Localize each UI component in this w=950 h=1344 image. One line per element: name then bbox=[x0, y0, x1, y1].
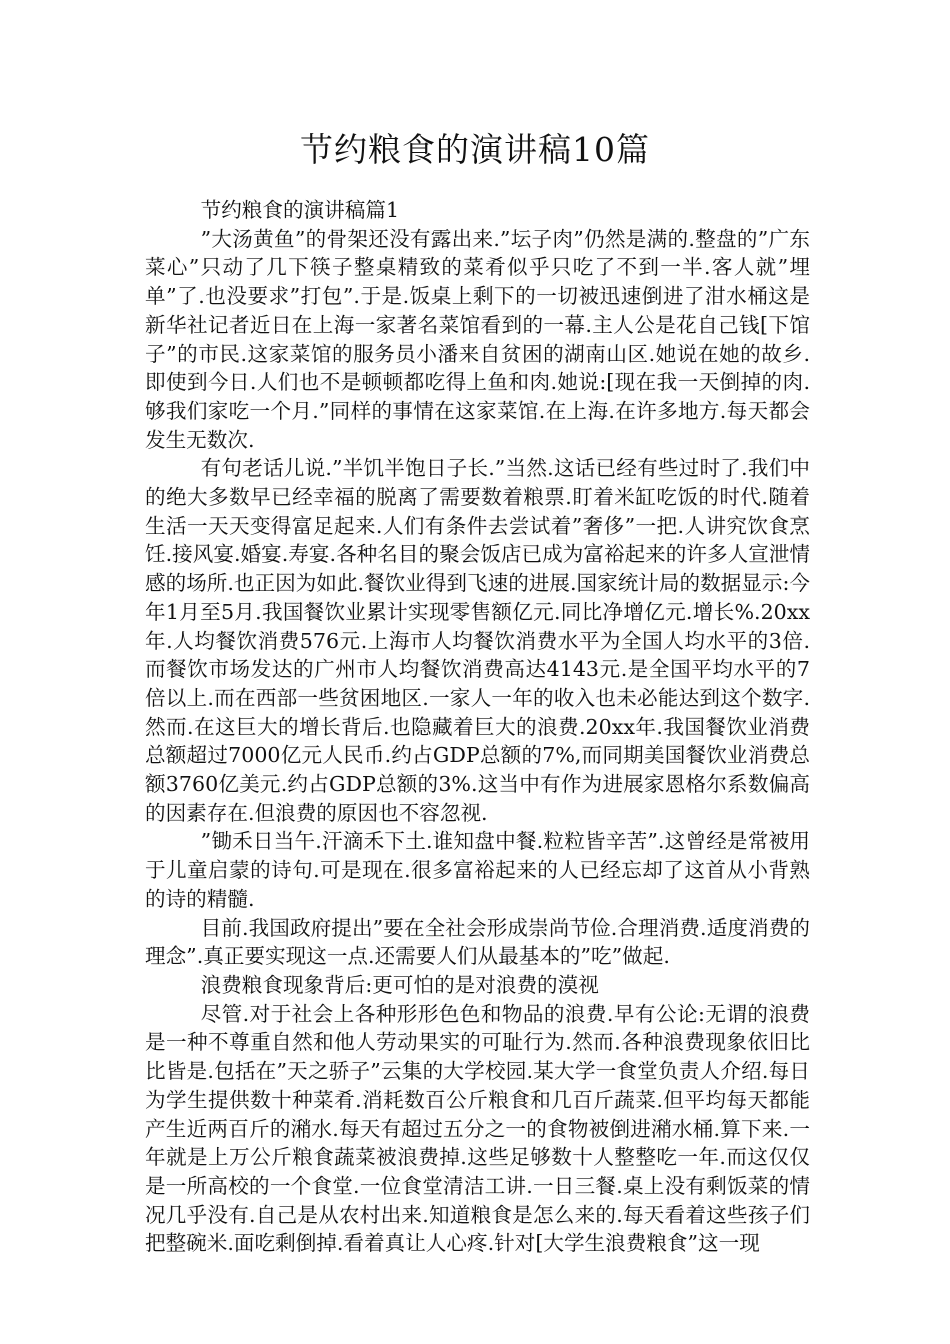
paragraph: ”大汤黄鱼”的骨架还没有露出来.”坛子肉”仍然是满的.整盘的”广东菜心”只动了几下筷子整桌精致的菜肴似乎只吃了不到一半.客人就”埋单”了.也没要求”打包”.于是.饭桌上剩下的一切被迅速倒进了泔水桶这是新华社记者近日在上海一家著名菜馆看到的一幕.主人公是花自己钱[下馆子”的市民.这家菜馆的服务员小潘来自贫困的湖南山区.她说在她的故乡.即使到今日.人们也不是顿顿都吃得上鱼和肉.她说:[现在我一天倒掉的肉.够我们家吃一个月.”同样的事情在这家菜馆.在上海.在许多地方.每天都会发生无数次. bbox=[145, 226, 810, 452]
section-heading: 节约粮食的演讲稿篇1 bbox=[200, 198, 400, 222]
paragraph: ”锄禾日当午.汗滴禾下土.谁知盘中餐.粒粒皆辛苦”.这曾经是常被用于儿童启蒙的诗句.可是现在.很多富裕起来的人已经忘却了这首从小背熟的诗的精髓. bbox=[145, 829, 810, 911]
paragraph: 尽管.对于社会上各种形形色色和物品的浪费.早有公论:无谓的浪费是一种不尊重自然和他人劳动果实的可耻行为.然而.各种浪费现象依旧比比皆是.包括在”天之骄子”云集的大学校园.某大学一食堂负责人介绍.每日为学生提供数十种菜肴.消耗数百公斤粮食和几百斤蔬菜.但平均每天都能产生近两百斤的潲水.每天有超过五分之一的食物被倒进潲水桶.算下来.一年就是上万公斤粮食蔬菜被浪费掉.这些足够数十人整整吃一年.而这仅仅是一所高校的一个食堂.一位食堂清洁工讲.一日三餐.桌上没有剩饭菜的情况几乎没有.自己是从农村出来.知道粮食是怎么来的.每天看着这些孩子们把整碗米.面吃剩倒掉.看着真让人心疼.针对[大学生浪费粮食”这一现 bbox=[145, 1001, 810, 1256]
paragraph: 有句老话儿说.”半饥半饱日子长.”当然.这话已经有些过时了.我们中的绝大多数早已经幸福的脱离了需要数着粮票.盯着米缸吃饭的时代.随着生活一天天变得富足起来.人们有条件去尝试着”奢侈”一把.人讲究饮食烹饪.接风宴.婚宴.寿宴.各种名目的聚会饭店已成为富裕起来的许多人宣泄情感的场所.也正因为如此.餐饮业得到飞速的进展.国家统计局的数据显示:今年1月至5月.我国餐饮业累计实现零售额亿元.同比净增亿元.增长%.20xx年.人均餐饮消费576元.上海市人均餐饮消费水平为全国人均水平的3倍.而餐饮市场发达的广州市人均餐饮消费高达4143元.是全国平均水平的7倍以上.而在西部一些贫困地区.一家人一年的收入也未必能达到这个数字.然而.在这巨大的增长背后.也隐藏着巨大的浪费.20xx年.我国餐饮业消费总额超过7000亿元人民币.约占GDP总额的7%,而同期美国餐饮业消费总额3760亿美元.约占GDP总额的3%.这当中有作为进展家恩格尔系数偏高的因素存在.但浪费的原因也不容忽视. bbox=[145, 456, 810, 825]
paragraph: 目前.我国政府提出”要在全社会形成崇尚节俭.合理消费.适度消费的理念”.真正要实现这一点.还需要人们从最基本的”吃”做起. bbox=[145, 915, 810, 969]
section-heading: 浪费粮食现象背后:更可怕的是对浪费的漠视 bbox=[200, 972, 599, 997]
document-body bbox=[145, 196, 810, 1258]
document-title: 节约粮食的演讲稿10篇 bbox=[300, 130, 650, 169]
